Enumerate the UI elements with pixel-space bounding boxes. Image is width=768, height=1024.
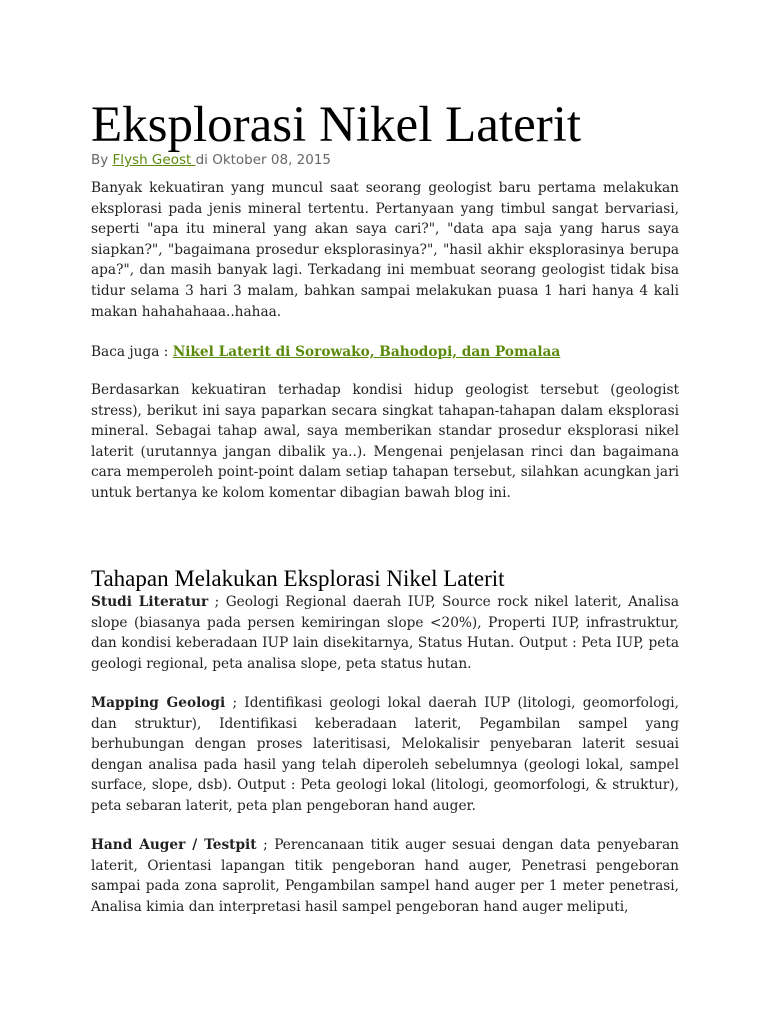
step-text: ; Geologi Regional daerah IUP, Source rock nikel laterit, Analisa slope (biasanya pada persen kemiringan slope <20%), Properti IUP, infrastruktur, dan kondisi keberadaan IUP lain disekitarnya, Status Hutan. Output : Peta IUP, peta geologi regional, peta analisa slope, peta status hutan. <box>91 594 679 672</box>
by-label: By <box>91 152 113 168</box>
author-link[interactable]: Flysh Geost <box>112 152 196 168</box>
step-label: Mapping Geologi <box>91 695 226 711</box>
step-text: ; Identifikasi geologi lokal daerah IUP (litologi, geomorfologi, dan struktur), Identifikasi keberadaan laterit, Pegambilan sampel yang berhubungan dengan proses lateritisasi, Melokalisir penyebaran laterit sesuai dengan analisa pada hasil yang telah diperoleh sebelumnya (geologi lokal, sampel surface, slope, dsb). Output : Peta geologi lokal (litologi, geomorfologi, & struktur), peta sebaran laterit, peta plan pengeboran hand auger. <box>91 695 679 814</box>
body-paragraph: Berdasarkan kekuatiran terhadap kondisi hidup geologist tersebut (geologist stress), berikut ini saya paparkan secara singkat tahapan-tahapan dalam eksplorasi mineral. Sebagai tahap awal, saya memberikan standar prosedur eksplorasi nikel laterit (urutannya jangan dibalik ya..). Mengenai penjelasan rinci dan bagaimana cara memperoleh point-point dalam setiap tahapan tersebut, silahkan acungkan jari untuk bertanya ke kolom komentar dibagian bawah blog ini. <box>91 382 679 501</box>
step-label: Studi Literatur <box>91 594 209 610</box>
step-text: ; Perencanaan titik auger sesuai dengan data penyebaran laterit, Orientasi lapangan titik pengeboran hand auger, Penetrasi pengeboran sampai pada zona saprolit, Pengambilan sampel hand auger per 1 meter penetrasi, Analisa kimia dan interpretasi hasil sampel pengeboran hand auger meliputi, <box>91 837 680 915</box>
post-date: di Oktober 08, 2015 <box>195 152 332 168</box>
related-post-link[interactable]: Nikel Laterit di Sorowako, Bahodopi, dan Pomalaa <box>172 344 561 360</box>
step-mapping-geologi <box>91 693 679 817</box>
post-byline <box>91 151 331 169</box>
baca-juga-label: Baca juga : <box>91 344 173 360</box>
step-label: Hand Auger / Testpit <box>91 837 257 853</box>
post-title: Eksplorasi Nikel Laterit <box>91 97 582 153</box>
intro-paragraph: Banyak kekuatiran yang muncul saat seorang geologist baru pertama melakukan eksplorasi pada jenis mineral tertentu. Pertanyaan yang timbul sangat bervariasi, seperti "apa itu mineral yang akan saya cari?", "data apa saja yang harus saya siapkan?", "bagaimana prosedur eksplorasinya?", "hasil akhir eksplorasinya berupa apa?", dan masih banyak lagi. Terkadang ini membuat seorang geologist tidak bisa tidur selama 3 hari 3 malam, bahkan sampai melakukan puasa 1 hari hanya 4 kali makan hahahahaaa..hahaa. <box>91 180 679 320</box>
section-heading: Tahapan Melakukan Eksplorasi Nikel Laterit <box>91 566 505 591</box>
step-studi-literatur <box>91 592 679 674</box>
baca-juga <box>91 342 679 363</box>
step-hand-auger <box>91 835 679 917</box>
